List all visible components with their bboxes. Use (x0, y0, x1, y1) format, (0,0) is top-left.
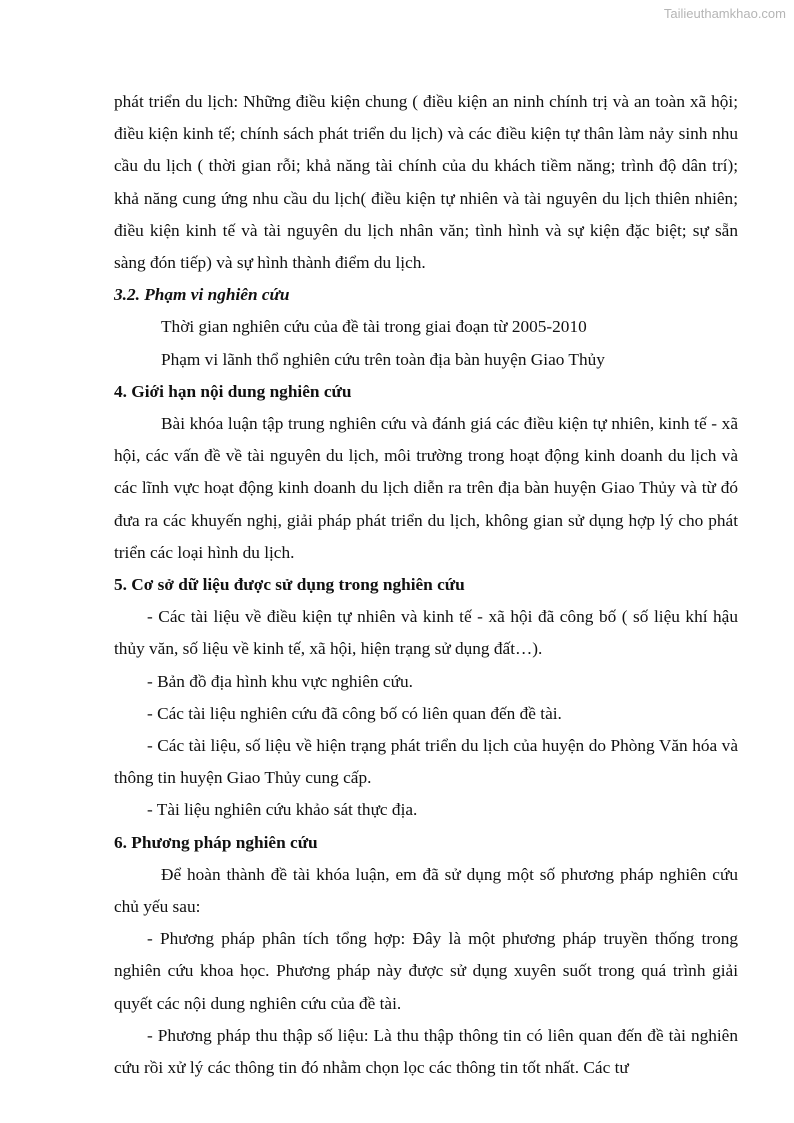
list-item: - Các tài liệu về điều kiện tự nhiên và kinh tế - xã hội đã công bố ( số liệu khí hậu thủy văn, số liệu về kinh tế, xã hội, hiện trạng sử dụng đất…). (114, 607, 738, 659)
heading-6: 6. Phương pháp nghiên cứu (114, 832, 318, 852)
list-item: - Tài liệu nghiên cứu khảo sát thực địa. (147, 800, 418, 820)
watermark: Tailieuthamkhao.com (663, 6, 786, 21)
document-page (114, 86, 738, 1084)
paragraph-spatial-scope: Phạm vi lãnh thổ nghiên cứu trên toàn địa bàn huyện Giao Thủy (161, 349, 605, 369)
heading-4: 4. Giới hạn nội dung nghiên cứu (114, 381, 352, 401)
paragraph-methods-intro: Để hoàn thành đề tài khóa luận, em đã sử dụng một số phương pháp nghiên cứu chủ yếu sau: (114, 864, 738, 917)
paragraph-time-scope: Thời gian nghiên cứu của đề tài trong giai đoạn từ 2005-2010 (161, 317, 587, 337)
heading-3-2: 3.2. Phạm vi nghiên cứu (114, 285, 290, 305)
heading-5: 5. Cơ sở dữ liệu được sử dụng trong nghiên cứu (114, 575, 465, 595)
list-item: - Các tài liệu nghiên cứu đã công bố có liên quan đến đề tài. (147, 703, 562, 723)
list-item: - Phương pháp thu thập số liệu: Là thu thập thông tin có liên quan đến đề tài nghiên cứu rồi xử lý các thông tin đó nhằm chọn lọc các thông tin tốt nhất. Các tư (114, 1025, 738, 1078)
list-item: - Các tài liệu, số liệu về hiện trạng phát triển du lịch của huyện do Phòng Văn hóa và thông tin huyện Giao Thủy cung cấp. (114, 736, 738, 788)
paragraph-content-limits: Bài khóa luận tập trung nghiên cứu và đánh giá các điều kiện tự nhiên, kinh tế - xã hội, các vấn đề về tài nguyên du lịch, môi trường trong hoạt động kinh doanh du lịch và các lĩnh vực hoạt động kinh doanh du lịch diễn ra trên địa bàn huyện Giao Thủy và từ đó đưa ra các khuyến nghị, giải pháp phát triển du lịch, không gian sử dụng hợp lý cho phát triển các loại hình du lịch. (114, 414, 738, 562)
paragraph-intro: phát triển du lịch: Những điều kiện chung ( điều kiện an ninh chính trị và an toàn xã hội; điều kiện kinh tế; chính sách phát triển du lịch) và các điều kiện tự thân làm nảy sinh nhu cầu du lịch ( thời gian rỗi; khả năng tài chính của du khách tiềm năng; trình độ dân trí); khả năng cung ứng nhu cầu du lịch( điều kiện tự nhiên và tài nguyên du lịch thiên nhiên; điều kiện kinh tế và tài nguyên du lịch nhân văn; tình hình và sự kiện đặc biệt; sự sẵn sàng đón tiếp) và sự hình thành điểm du lịch. (114, 92, 738, 273)
list-item: - Bản đồ địa hình khu vực nghiên cứu. (147, 671, 413, 691)
list-item: - Phương pháp phân tích tổng hợp: Đây là một phương pháp truyền thống trong nghiên cứu khoa học. Phương pháp này được sử dụng xuyên suốt trong quá trình giải quyết các nội dung nghiên cứu của đề tài. (114, 929, 738, 1013)
